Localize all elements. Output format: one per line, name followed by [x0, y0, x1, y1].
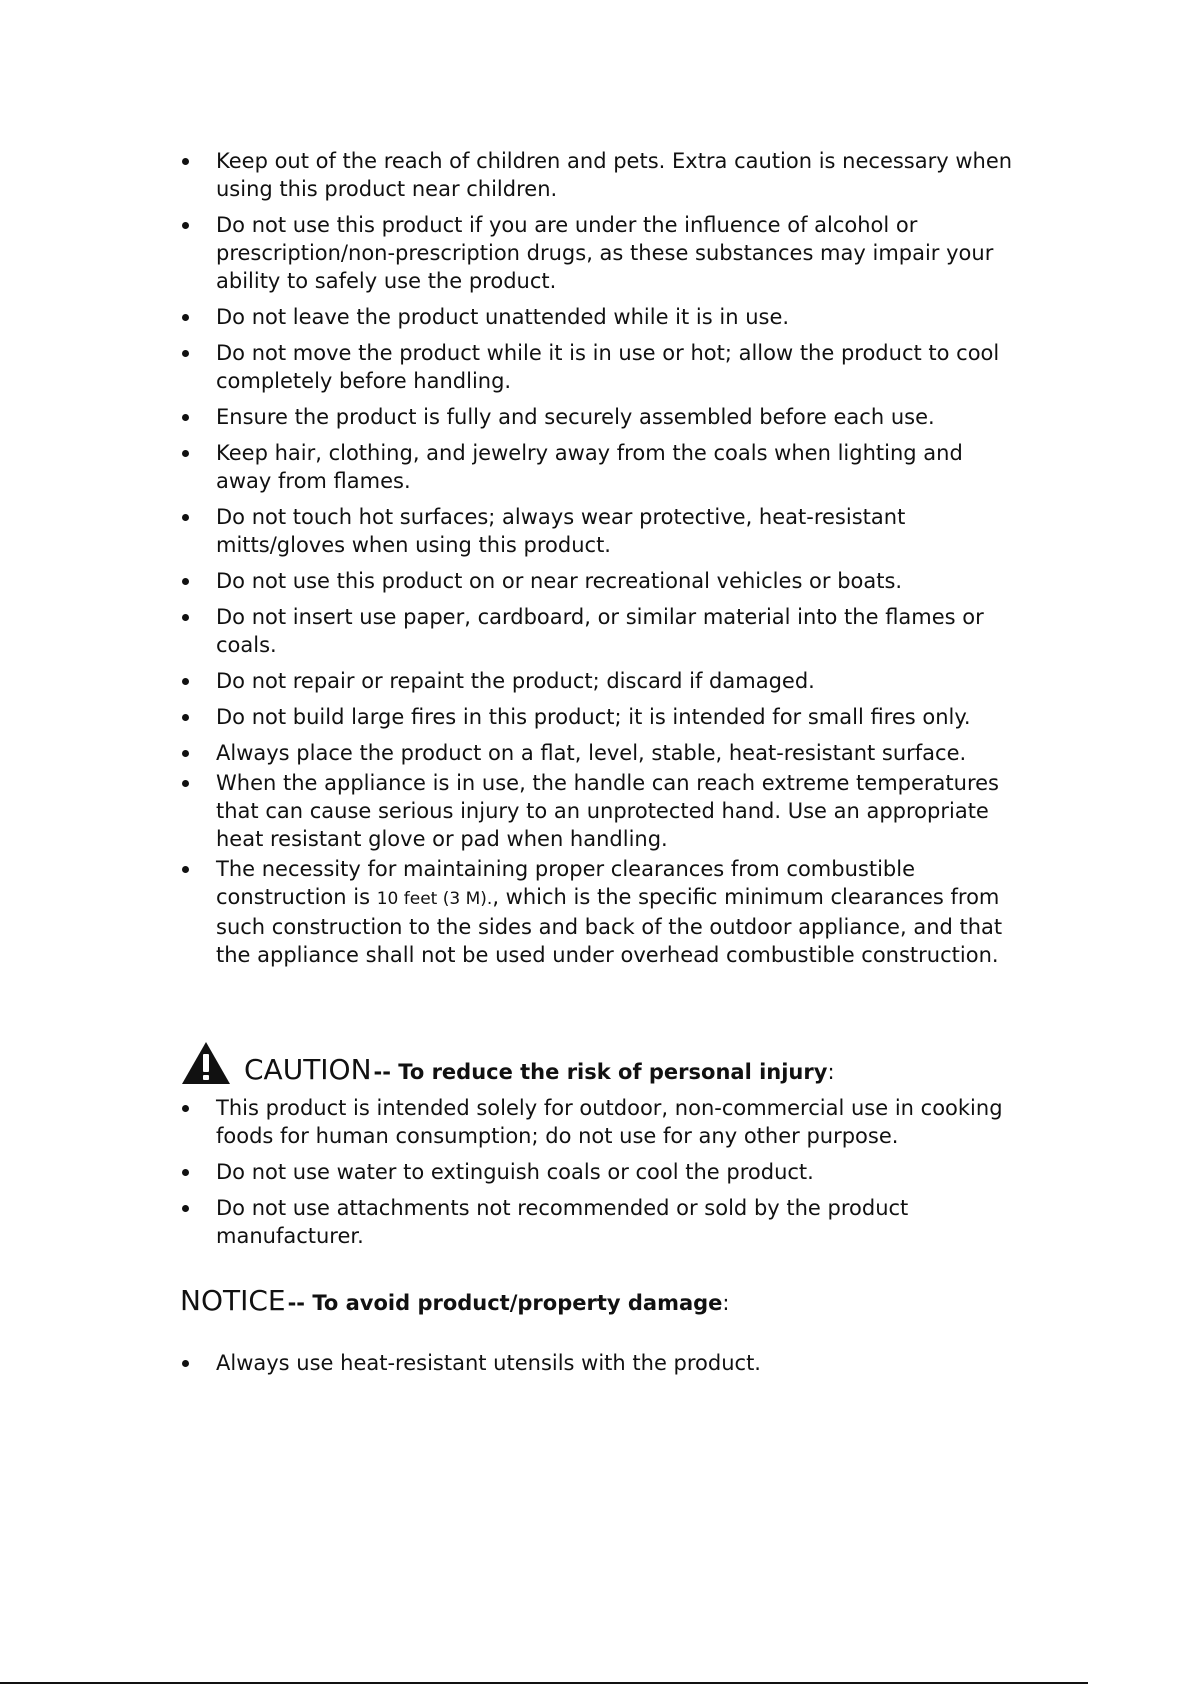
- notice-list: [180, 1349, 1020, 1385]
- list-item: Do not leave the product unattended while it is in use.: [180, 303, 1020, 331]
- bullet-icon: [182, 414, 189, 421]
- bullet-icon: [182, 578, 189, 585]
- list-item: Always place the product on a flat, level, stable, heat-resistant surface.: [180, 739, 1020, 767]
- caution-label: CAUTION: [244, 1053, 372, 1086]
- bullet-icon: [182, 314, 189, 321]
- list-item: Do not use this product on or near recreational vehicles or boats.: [180, 567, 1020, 595]
- bullet-icon: [182, 714, 189, 721]
- bullet-icon: [182, 780, 189, 787]
- caution-list: [180, 1094, 1020, 1258]
- bullet-icon: [182, 1105, 189, 1112]
- bullet-icon: [182, 350, 189, 357]
- list-item: Keep hair, clothing, and jewelry away from the coals when lighting and away from flames.: [180, 439, 1020, 495]
- notice-label: NOTICE: [180, 1284, 286, 1317]
- bullet-icon: [182, 678, 189, 685]
- notice-heading: NOTICE -- To avoid product/property damage :: [180, 1284, 730, 1317]
- bullet-icon: [182, 866, 189, 873]
- list-item: Do not build large fires in this product; it is intended for small fires only.: [180, 703, 1020, 731]
- list-item: Do not use attachments not recommended or sold by the product manufacturer.: [180, 1194, 1020, 1250]
- caution-subtitle: -- To reduce the risk of personal injury: [373, 1060, 828, 1084]
- clearance-item: The necessity for maintaining proper clearances from combustible construction is 10 feet (3 M)., which is the specific minimum clearances from such construction to the sides and back of the outdoor appliance, and that the appliance shall not be used under overhead combustible construction.: [180, 855, 1020, 969]
- caution-heading: CAUTION -- To reduce the risk of personal injury :: [180, 1040, 835, 1086]
- list-item: Do not insert use paper, cardboard, or similar material into the flames or coals.: [180, 603, 1020, 659]
- bullet-icon: [182, 614, 189, 621]
- bullet-icon: [182, 514, 189, 521]
- list-item: Do not repair or repaint the product; discard if damaged.: [180, 667, 1020, 695]
- safety-list: [180, 147, 1020, 977]
- warning-triangle-icon: [180, 1040, 232, 1086]
- list-item: Ensure the product is fully and securely assembled before each use.: [180, 403, 1020, 431]
- list-item: Keep out of the reach of children and pets. Extra caution is necessary when using this product near children.: [180, 147, 1020, 203]
- list-item: Do not touch hot surfaces; always wear protective, heat-resistant mitts/gloves when using this product.: [180, 503, 1020, 559]
- list-item: Always use heat-resistant utensils with the product.: [180, 1349, 1020, 1377]
- list-item: Do not move the product while it is in use or hot; allow the product to cool completely before handling.: [180, 339, 1020, 395]
- bullet-icon: [182, 158, 189, 165]
- list-item: Do not use this product if you are under the influence of alcohol or prescription/non-prescription drugs, as these substances may impair your ability to safely use the product.: [180, 211, 1020, 295]
- list-item: This product is intended solely for outdoor, non-commercial use in cooking foods for human consumption; do not use for any other purpose.: [180, 1094, 1020, 1150]
- footer-rule: [0, 1682, 1088, 1684]
- notice-subtitle: -- To avoid product/property damage: [287, 1291, 723, 1315]
- bullet-icon: [182, 1205, 189, 1212]
- clearance-distance: 10 feet (3 M).: [376, 889, 493, 909]
- bullet-icon: [182, 750, 189, 757]
- bullet-icon: [182, 1169, 189, 1176]
- bullet-icon: [182, 450, 189, 457]
- bullet-icon: [182, 222, 189, 229]
- list-item: When the appliance is in use, the handle can reach extreme temperatures that can cause serious injury to an unprotected hand. Use an appropriate heat resistant glove or pad when handling.: [180, 769, 1020, 853]
- bullet-icon: [182, 1360, 189, 1367]
- list-item: Do not use water to extinguish coals or cool the product.: [180, 1158, 1020, 1186]
